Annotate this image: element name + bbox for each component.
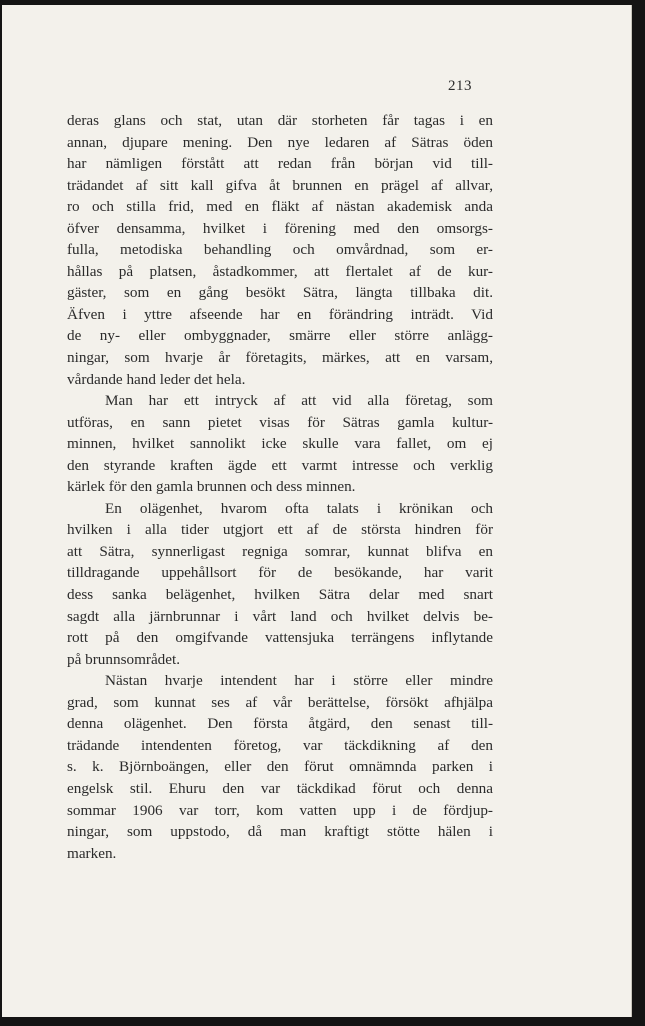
text-line: denna olägenhet. Den första åtgärd, den senast till-: [67, 715, 493, 733]
text-line: utföras, en sann pietet visas för Sätras gamla kultur-: [67, 413, 493, 431]
text-line: Nästan hvarje intendent har i större eller mindre: [105, 672, 493, 690]
text-line: Man har ett intryck af att vid alla företag, som: [105, 392, 493, 410]
text-line: marken.: [67, 844, 117, 862]
body-text: [67, 110, 493, 864]
text-line: ningar, som hvarje år företagits, märkes, att en varsam,: [67, 349, 493, 367]
text-line: sommar 1906 var torr, kom vatten upp i de fördjup-: [67, 801, 493, 819]
text-line: hållas på platsen, åstadkommer, att flertalet af de kur-: [67, 262, 493, 280]
text-line: hvilken i alla tider utgjort ett af de största hindren för: [67, 521, 493, 539]
text-line: att Sätra, synnerligast regniga somrar, kunnat blifva en: [67, 542, 493, 560]
text-line: dess sanka belägenhet, hvilken Sätra delar med snart: [67, 586, 493, 604]
text-line: öfver densamma, hvilket i förening med den omsorgs-: [67, 219, 493, 237]
page-sheet: [2, 5, 632, 1017]
text-line: trädandet af sitt kall gifva åt brunnen en prägel af allvar,: [67, 176, 493, 194]
text-line: på brunnsområdet.: [67, 650, 181, 668]
text-line: den styrande kraften ägde ett varmt intresse och verklig: [67, 456, 493, 474]
text-line: Äfven i yttre afseende har en förändring inträdt. Vid: [67, 305, 493, 323]
text-line: sagdt alla järnbrunnar i vårt land och hvilket delvis be-: [67, 607, 493, 625]
page-number: 213: [448, 78, 472, 94]
text-line: har nämligen förstått att redan från början vid till-: [67, 155, 493, 173]
text-line: minnen, hvilket sannolikt icke skulle vara fallet, om ej: [67, 435, 493, 453]
text-line: ro och stilla frid, med en fläkt af nästan akademisk anda: [67, 198, 493, 216]
text-line: ningar, som uppstodo, då man kraftigt stötte hälen i: [67, 823, 493, 841]
text-line: de ny- eller ombyggnader, smärre eller större anlägg-: [67, 327, 493, 345]
text-line: grad, som kunnat ses af vår berättelse, försökt afhjälpa: [67, 693, 493, 711]
text-line: s. k. Björnboängen, eller den förut omnämnda parken i: [67, 758, 493, 776]
text-line: gäster, som en gång besökt Sätra, längta tillbaka dit.: [67, 284, 493, 302]
text-line: En olägenhet, hvarom ofta talats i krönikan och: [105, 499, 493, 517]
text-line: annan, djupare mening. Den nye ledaren af Sätras öden: [67, 133, 493, 151]
text-line: vårdande hand leder det hela.: [67, 370, 246, 388]
text-line: deras glans och stat, utan där storheten får tagas i en: [67, 112, 493, 129]
text-line: fulla, metodiska behandling och omvårdnad, som er-: [67, 241, 493, 259]
text-line: engelsk stil. Ehuru den var täckdikad förut och denna: [67, 779, 493, 797]
text-line: tilldragande uppehållsort för de besökande, har varit: [67, 564, 493, 582]
text-line: kärlek för den gamla brunnen och dess minnen.: [67, 478, 356, 496]
text-line: trädande intendenten företog, var täckdikning af den: [67, 736, 493, 754]
text-line: rott på den omgifvande vattensjuka terrängens inflytande: [67, 629, 493, 647]
